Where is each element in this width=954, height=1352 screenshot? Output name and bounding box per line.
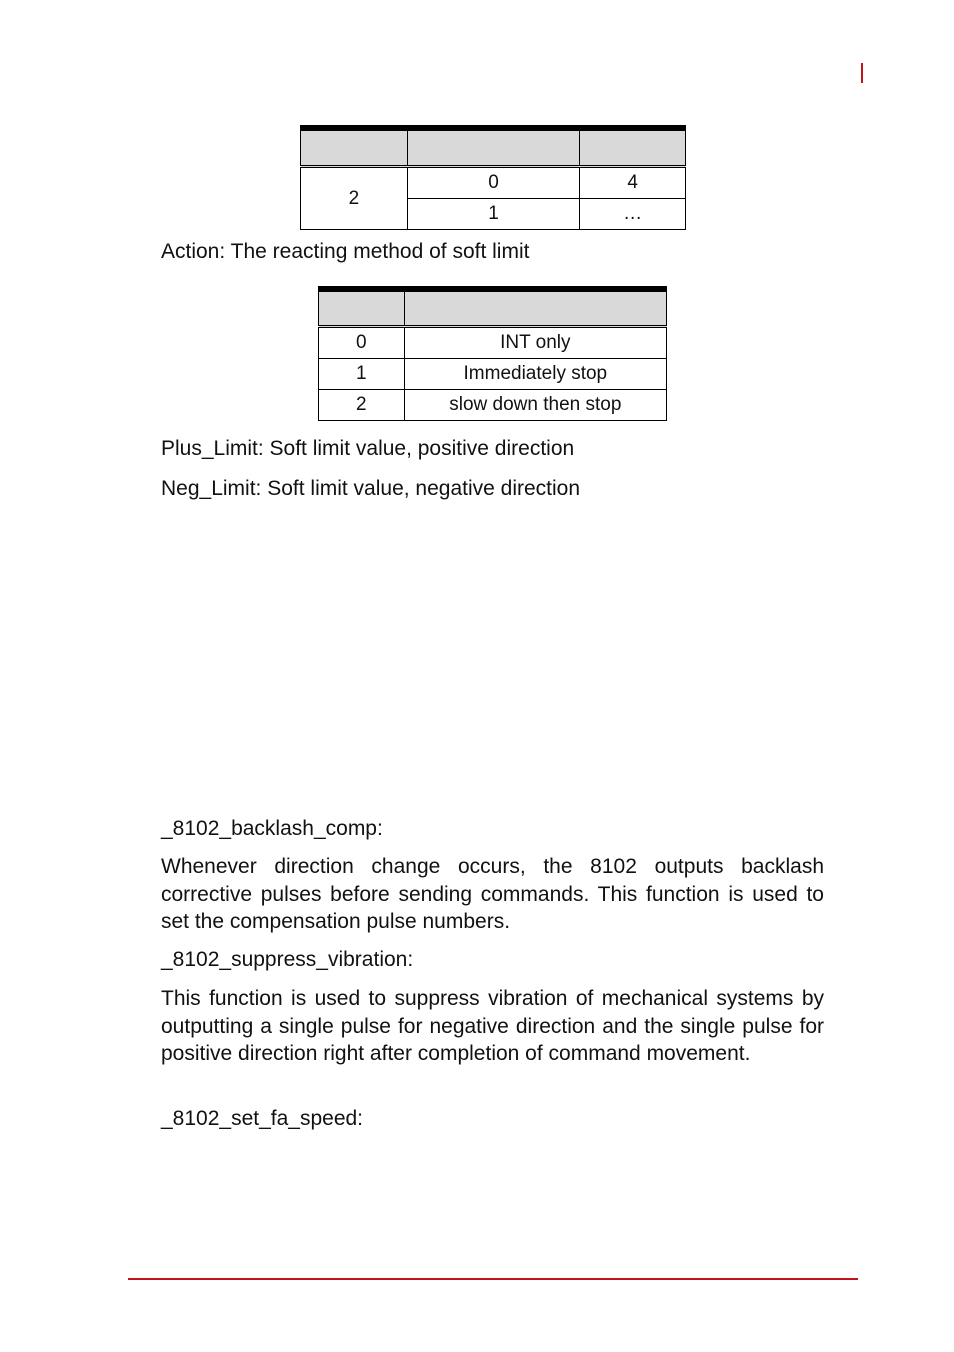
table-header-row [319, 289, 667, 327]
action-table [318, 286, 667, 421]
table-header-row [301, 128, 686, 167]
table-cell: INT only [404, 327, 666, 359]
table-row [319, 327, 667, 359]
table-cell: 1 [319, 359, 405, 390]
table-cell: 0 [319, 327, 405, 359]
table-cell: 1 [407, 199, 580, 230]
plus-limit-text: Plus_Limit: Soft limit value, positive direction [161, 437, 575, 460]
header-cell [580, 128, 686, 167]
group-label-cell: 2 [301, 167, 408, 230]
table-row [319, 359, 667, 390]
neg-limit-text: Neg_Limit: Soft limit value, negative direction [161, 477, 581, 500]
table-cell: … [580, 199, 686, 230]
header-cell [319, 289, 405, 327]
header-cell [404, 289, 666, 327]
backlash-body: Whenever direction change occurs, the 8102 outputs backlash corrective pulses before sending commands. This function is used to set the compensation pulse numbers. [161, 855, 824, 933]
header-marker [861, 63, 863, 83]
table-row [301, 167, 686, 199]
table-cell: 4 [580, 167, 686, 199]
header-cell [301, 128, 408, 167]
header-cell [407, 128, 580, 167]
suppress-title: _8102_suppress_vibration: [161, 948, 414, 971]
fa-speed-title: _8102_set_fa_speed: [161, 1107, 364, 1130]
table-row [319, 390, 667, 421]
table-cell: 2 [319, 390, 405, 421]
axis-map-table [300, 125, 686, 230]
backlash-title: _8102_backlash_comp: [161, 817, 383, 840]
action-caption: Action: The reacting method of soft limit [161, 240, 530, 263]
table-cell: 0 [407, 167, 580, 199]
table-cell: Immediately stop [404, 359, 666, 390]
footer-rule [128, 1278, 858, 1280]
suppress-body: This function is used to suppress vibration of mechanical systems by outputting a single pulse for negative direction and the single pulse for positive direction right after completion of command movement. [161, 987, 824, 1065]
table-cell: slow down then stop [404, 390, 666, 421]
